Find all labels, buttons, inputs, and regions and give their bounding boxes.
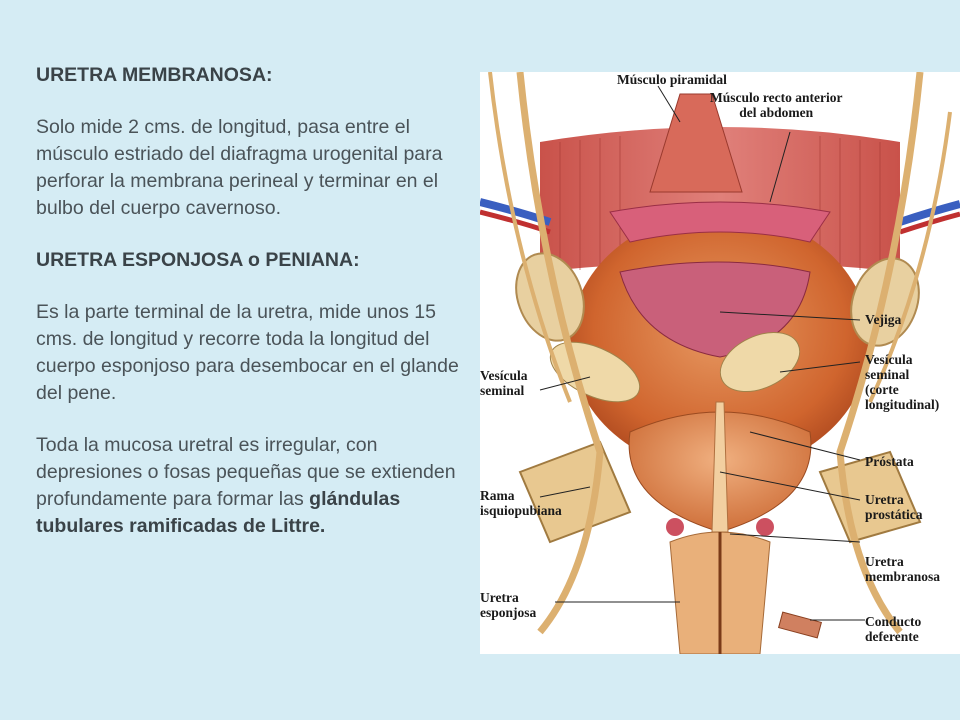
label-musculo-recto: Músculo recto anterior del abdomen — [710, 90, 843, 120]
mucosa-text: Toda la mucosa uretral es irregular, con depresiones o fosas pequeñas que se extienden profundamente para formar las — [36, 434, 456, 510]
mucosa-paragraph — [36, 432, 466, 540]
label-conducto-deferente: Conducto deferente — [865, 614, 922, 644]
label-uretra-prostatica: Uretra prostática — [865, 492, 923, 522]
label-rama-isquiopubiana: Rama isquiopubiana — [480, 488, 562, 518]
anatomy-figure — [480, 72, 960, 654]
label-prostata: Próstata — [865, 454, 914, 469]
label-musculo-piramidal: Músculo piramidal — [617, 72, 727, 87]
esponjosa-heading: URETRA ESPONJOSA o PENIANA: — [36, 249, 360, 271]
littre-glands-text: glándulas tubulares ramificadas de Littre. — [36, 488, 401, 537]
label-vejiga: Vejiga — [865, 312, 902, 327]
label-vesicula-seminal-right: Vesícula seminal (corte longitudinal) — [865, 352, 940, 412]
membranosa-paragraph: Solo mide 2 cms. de longitud, pasa entre el músculo estriado del diafragma urogenital para perforar la membrana perineal y terminar en el bulbo del cuerpo cavernoso. — [36, 116, 443, 219]
label-uretra-esponjosa: Uretra esponjosa — [480, 590, 537, 620]
label-uretra-membranosa: Uretra membranosa — [865, 554, 940, 584]
esponjosa-paragraph: Es la parte terminal de la uretra, mide unos 15 cms. de longitud y recorre toda la longitud del cuerpo esponjoso para desembocar en el glande del pene. — [36, 301, 459, 404]
label-vesicula-seminal-left: Vesícula seminal — [480, 368, 528, 398]
membranosa-heading: URETRA MEMBRANOSA: — [36, 64, 273, 86]
slide-text — [36, 62, 466, 565]
